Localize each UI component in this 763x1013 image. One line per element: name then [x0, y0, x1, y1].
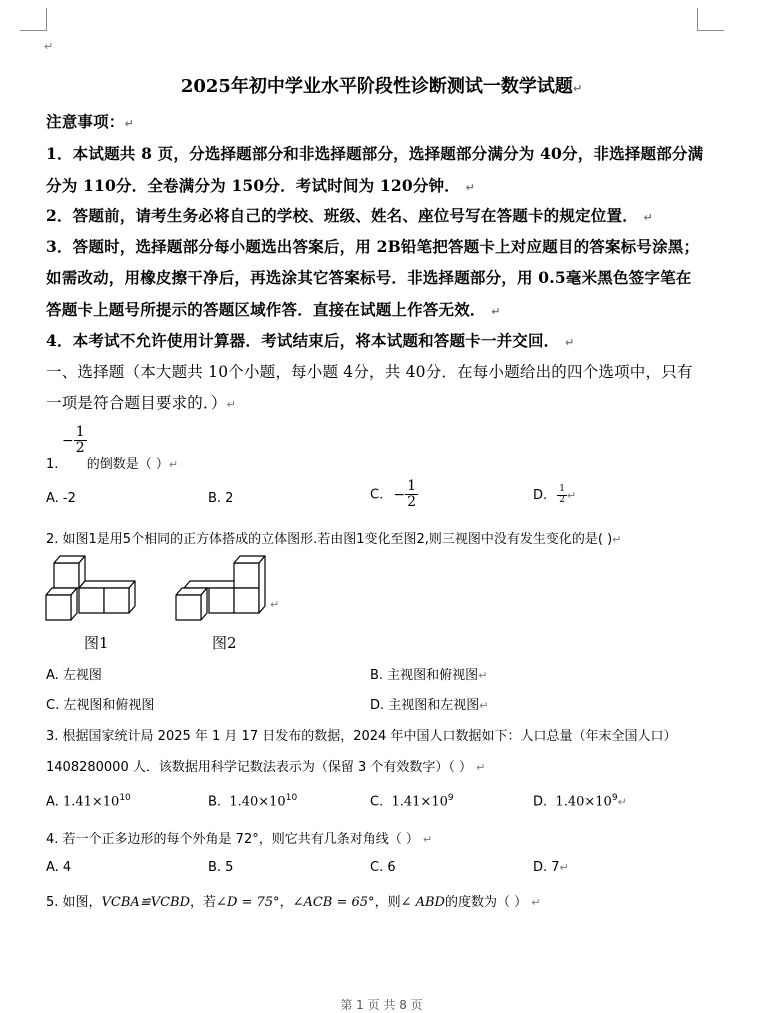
notice-line-1: 1．本试题共 8 页，分选择题部分和非选择题部分，选择题部分满分为 40分，非选择题部分满 [46, 144, 704, 163]
q3-option-c-label: C. [370, 794, 384, 810]
crop-mark-top-left-v [46, 8, 47, 30]
q4-option-d[interactable] [533, 860, 569, 875]
crop-mark-top-right-v [697, 8, 698, 30]
q3-option-a-exponent: 10 [119, 793, 131, 803]
q1-option-d[interactable] [533, 485, 576, 506]
paragraph-mark: ↵ [491, 305, 501, 318]
paragraph-mark: ↵ [168, 458, 179, 471]
q1-option-c-frac [405, 479, 418, 511]
paragraph-mark: ↵ [612, 533, 622, 546]
section1-line-2 [46, 391, 236, 413]
q1-option-c-num: 1 [407, 478, 417, 494]
q1-option-b[interactable]: B. 2 [208, 491, 234, 506]
q2-stem [46, 528, 621, 547]
q2-figure-2 [174, 552, 274, 627]
q2-option-c[interactable]: C. 左视图和俯视图 [46, 698, 155, 713]
notice-line-4: 3．答题时，选择题部分每小题选出答案后，用 2B铅笔把答题卡上对应题目的答案标号涂黑； [46, 237, 700, 256]
paragraph-mark: ↵ [422, 833, 433, 846]
q5-comma: ， [279, 895, 293, 910]
paragraph-mark: ↵ [643, 211, 653, 224]
q3-stem-line-1: 3. 根据国家统计局 2025 年 1 月 17 日发布的数据，2024 年中国人口数据如下：人口总量（年末全国人口） [46, 729, 677, 744]
q5-suffix: 的度数为（ ） [444, 895, 528, 910]
paragraph-mark: ↵ [270, 598, 280, 611]
q1-frac-num: 1 [75, 424, 85, 440]
q3-option-d-label: D. [533, 794, 548, 810]
q5-angle-acb: ∠ACB = 65° [292, 895, 375, 910]
paragraph-mark: ↵ [465, 181, 475, 194]
notice-line-3 [46, 204, 653, 226]
q4-option-c[interactable]: C. 6 [370, 860, 396, 875]
q3-option-a-mantissa: 1.41×10 [62, 794, 120, 810]
q2-figure-1 [44, 552, 144, 627]
notice-line-7 [46, 329, 574, 351]
q3-stem-line-2-text: 1408280000 人．该数据用科学记数法表示为（保留 3 个有效数字）（ ） [46, 760, 473, 775]
q5-then: ，则 [374, 895, 401, 910]
paragraph-mark: ↵ [559, 861, 569, 874]
q3-option-a[interactable] [46, 793, 131, 809]
crop-mark-top-right-h [697, 30, 724, 31]
q1-stem-text: 的倒数是（ ） [86, 457, 169, 472]
q2-option-b-text: B. 主视图和俯视图 [370, 668, 479, 683]
paragraph-mark: ↵ [617, 795, 627, 809]
q1-fraction [62, 425, 87, 457]
crop-mark-top-left-h [20, 30, 47, 31]
q1-minus-sign: − [62, 432, 74, 449]
q4-option-a[interactable]: A. 4 [46, 860, 72, 875]
paragraph-mark: ↵ [124, 117, 134, 130]
notice-line-5: 如需改动，用橡皮擦干净后，再选涂其它答案标号．非选择题部分，用 0.5毫米黑色签字笔在 [46, 268, 692, 287]
q3-option-b-exponent: 10 [285, 793, 298, 803]
q2-option-d-text: D. 主视图和左视图 [370, 698, 480, 713]
q1-option-a[interactable]: A. -2 [46, 491, 76, 506]
q1-option-c-den: 2 [407, 494, 417, 511]
q3-option-b-mantissa: 1.40×10 [229, 794, 286, 810]
q1-option-d-den: 2 [559, 494, 566, 505]
q3-option-c-exponent: 9 [447, 793, 454, 803]
q5-angle-d: ∠D = 75° [216, 895, 280, 910]
q4-stem [46, 828, 432, 847]
q2-option-d[interactable] [370, 694, 489, 713]
paragraph-mark: ↵ [565, 336, 575, 349]
q4-stem-text: 4. 若一个正多边形的每个外角是 72°，则它共有几条对角线（ ） [46, 832, 419, 847]
q1-option-c-label: C. [370, 487, 384, 503]
paragraph-mark: ↵ [478, 669, 488, 682]
q1-frac-den: 2 [75, 440, 85, 457]
q2-fig2-caption: 图2 [212, 634, 237, 652]
paragraph-mark: ↵ [531, 896, 541, 909]
q5-angle-abd: ∠ ABD [400, 895, 445, 910]
page-footer: 第 1 页 共 8 页 [340, 998, 423, 1012]
q3-option-d-mantissa: 1.40×10 [555, 794, 612, 810]
q1-frac [74, 425, 87, 457]
q3-option-d-exponent: 9 [611, 793, 618, 803]
notice-line-6-text: 答题卡上题号所提示的答题区域作答．直接在试题上作答无效． [46, 300, 486, 319]
q2-option-b[interactable] [370, 664, 487, 683]
notice-heading-text: 注意事项： [46, 112, 125, 131]
q3-option-a-label: A. [46, 794, 59, 810]
q1-number: 1. [46, 457, 59, 472]
section1-line-2-text: 一项是符合题目要求的．） [46, 394, 227, 412]
q2-fig1-caption: 图1 [84, 634, 109, 652]
q5-stem [46, 891, 540, 910]
q1-stem [46, 453, 178, 472]
q5-congruence: VCBA≌VCBD [101, 895, 191, 910]
q3-option-b[interactable] [208, 793, 297, 809]
paragraph-mark: ↵ [476, 761, 486, 774]
q4-option-d-text: D. 7 [533, 860, 560, 875]
q5-if: ，若 [190, 895, 217, 910]
q3-option-d[interactable] [533, 793, 627, 809]
notice-line-2 [46, 174, 475, 196]
paragraph-mark: ↵ [479, 699, 489, 712]
paragraph-mark: ↵ [567, 488, 577, 502]
paragraph-mark: ↵ [226, 398, 237, 411]
q3-option-b-label: B. [208, 794, 222, 810]
q1-option-d-label: D. [533, 487, 548, 503]
title-text: 2025年初中学业水平阶段性诊断测试一数学试题 [180, 76, 573, 97]
notice-line-6 [46, 298, 501, 320]
q1-option-c[interactable] [370, 479, 418, 511]
notice-heading [46, 110, 134, 132]
q3-stem-line-2 [46, 756, 485, 775]
notice-line-2-text: 分为 110分．全卷满分为 150分．考试时间为 120分钟． [46, 176, 460, 195]
paragraph-mark: ↵ [44, 40, 54, 53]
q4-option-b[interactable]: B. 5 [208, 860, 234, 875]
section1-line-1: 一、选择题（本大题共 10个小题，每小题 4分，共 40分．在每小题给出的四个选项中，只有 [46, 363, 693, 381]
q1-option-d-frac [557, 485, 567, 506]
q5-prefix: 5. 如图， [46, 895, 102, 910]
page-title [0, 72, 763, 98]
q2-stem-text: 2. 如图1是用5个相同的正方体搭成的立体图形.若由图1变化至图2,则三视图中没有发生变化的是( ) [46, 532, 613, 547]
notice-line-7-text: 4．本考试不允许使用计算器．考试结束后，将本试题和答题卡一并交回． [46, 331, 560, 350]
q1-option-d-num: 1 [559, 484, 566, 494]
q1-option-c-sign: − [393, 486, 406, 503]
q3-option-c[interactable] [370, 793, 454, 809]
notice-line-3-text: 2．答题前，请考生务必将自己的学校、班级、姓名、座位号写在答题卡的规定位置． [46, 206, 638, 225]
q2-option-a[interactable]: A. 左视图 [46, 668, 102, 683]
q3-option-c-mantissa: 1.41×10 [391, 794, 448, 810]
paragraph-mark: ↵ [572, 82, 583, 95]
